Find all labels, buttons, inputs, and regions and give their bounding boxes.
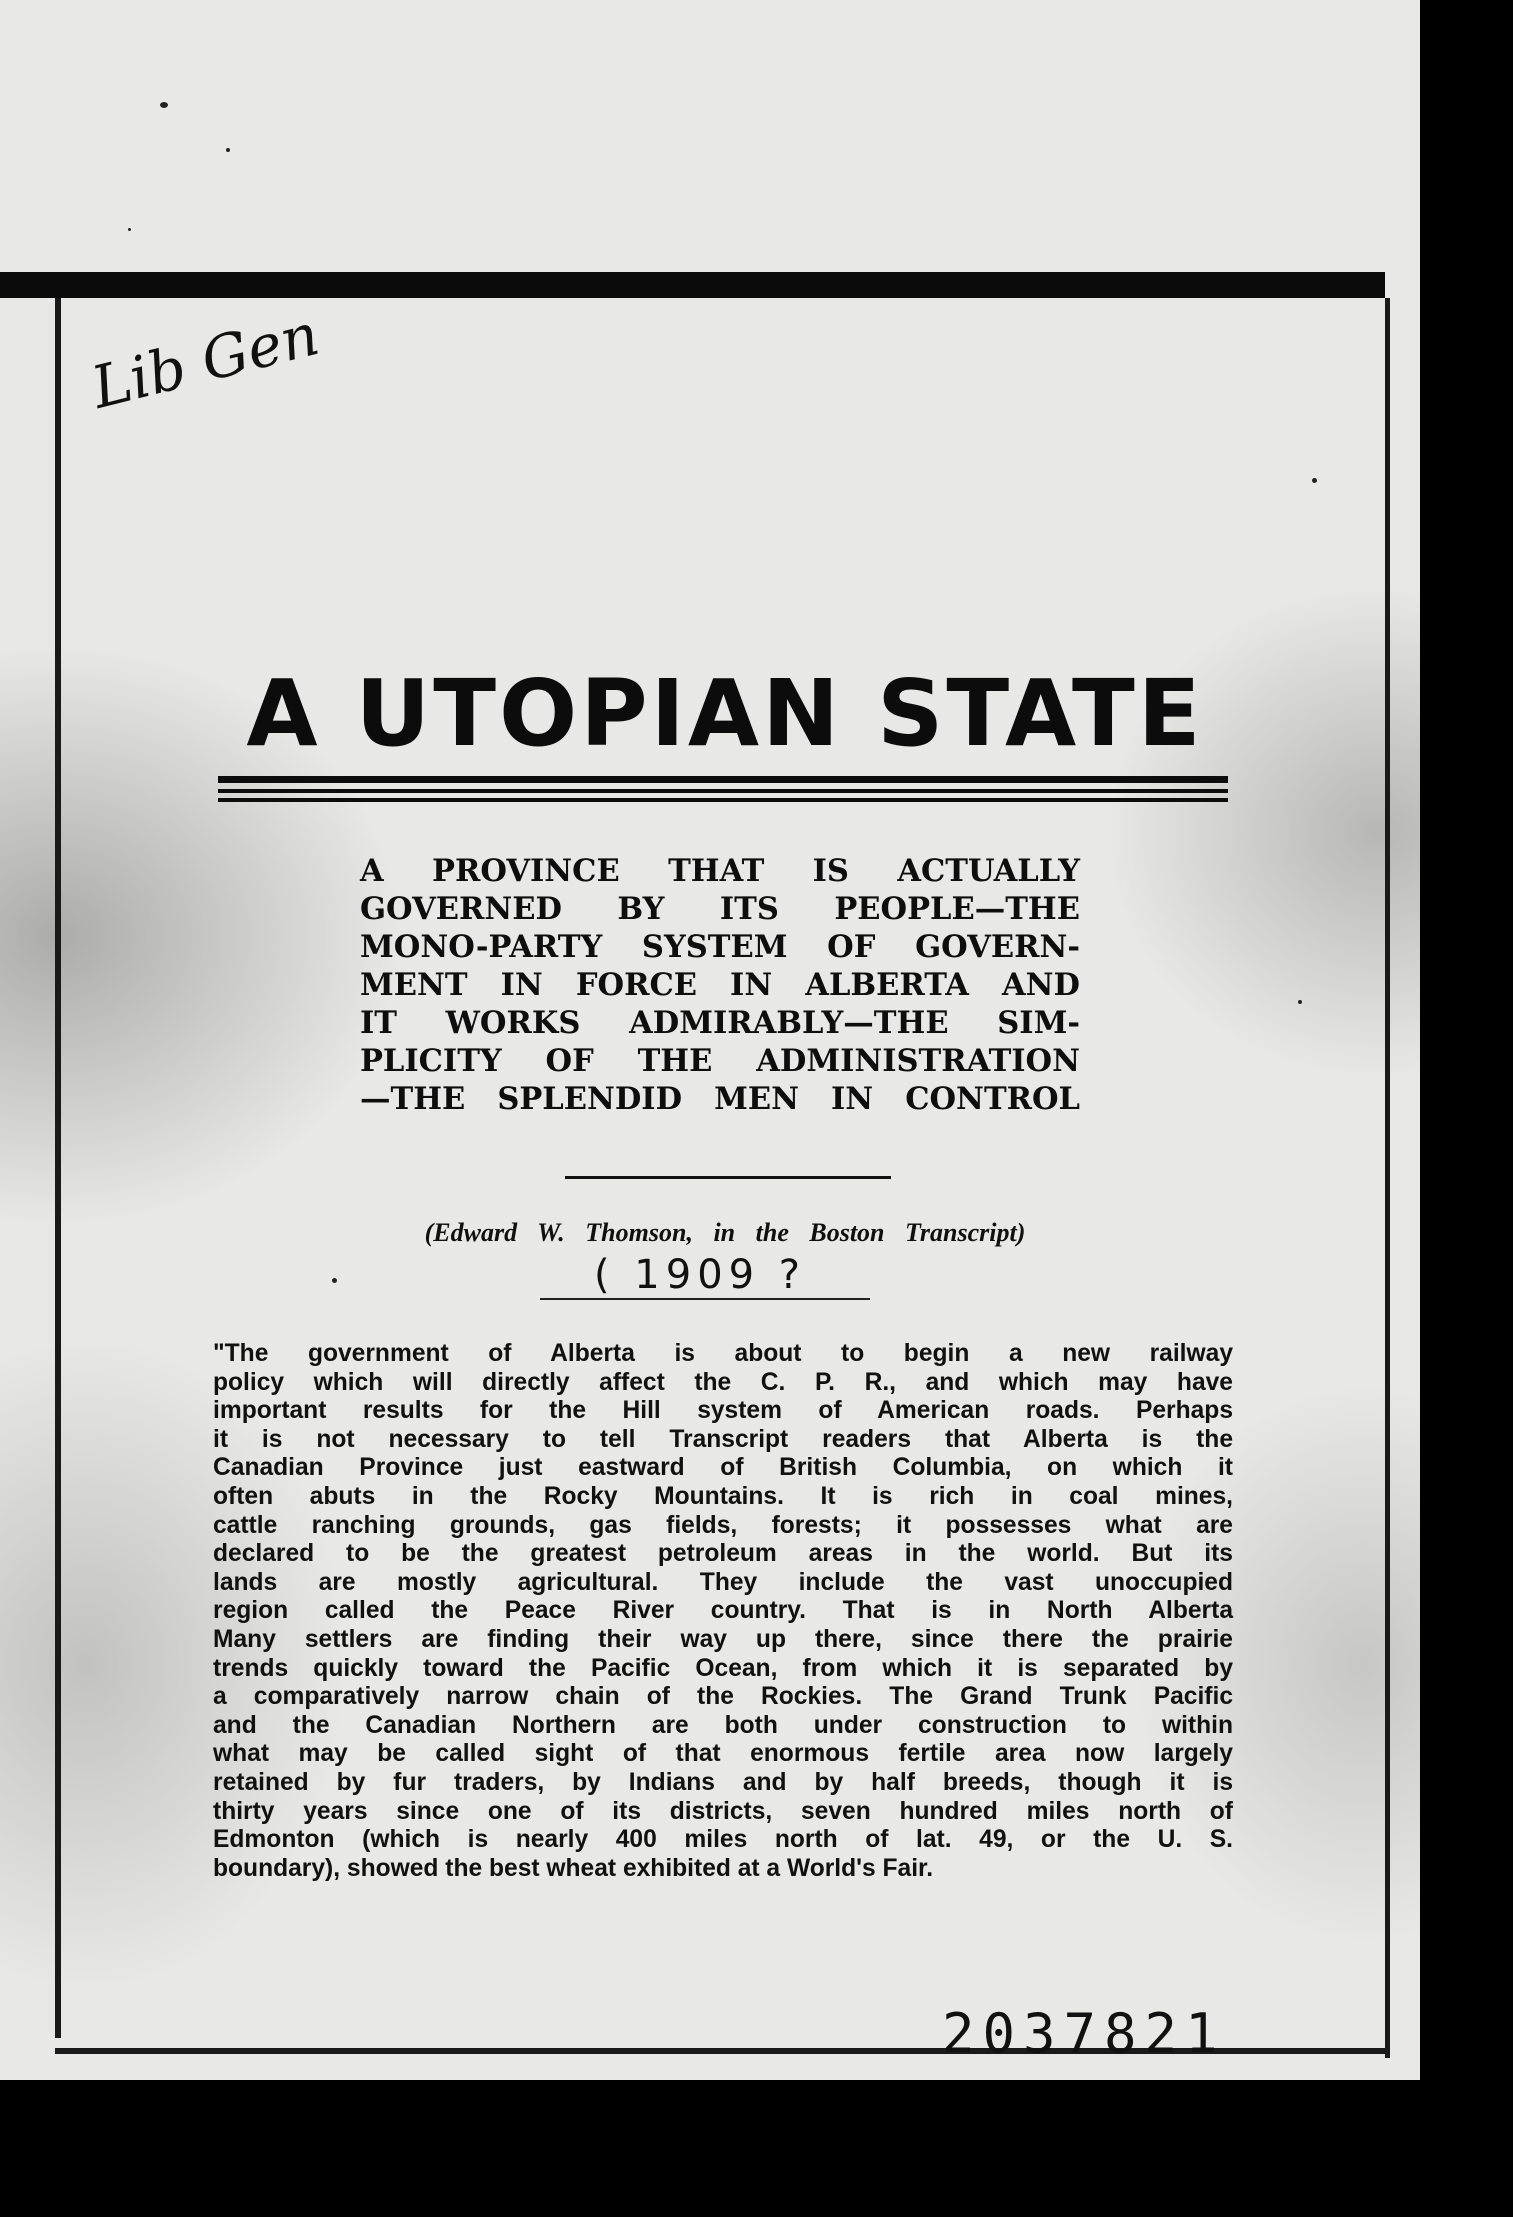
body-line: thirty years since one of its districts, seven hundred miles north of [213, 1797, 1233, 1825]
subheading-line: MONO-PARTY SYSTEM OF GOVERN- [360, 929, 1080, 965]
headline-underline [218, 789, 1228, 793]
article-body [213, 1340, 1233, 1883]
body-line: "The government of Alberta is about to begin a new railway [213, 1340, 1233, 1367]
article-byline: (Edward W. Thomson, in the Boston Transcript) [424, 1218, 1026, 1247]
body-line: declared to be the greatest petroleum areas in the world. But its [213, 1540, 1233, 1568]
subheading-line: MENT IN FORCE IN ALBERTA AND [360, 967, 1080, 1003]
body-line: policy which will directly affect the C. P. R., and which may have [213, 1368, 1233, 1396]
subheading-line: A PROVINCE THAT IS ACTUALLY [360, 853, 1080, 889]
body-line: lands are mostly agricultural. They include the vast unoccupied [213, 1568, 1233, 1596]
body-line: retained by fur traders, by Indians and by half breeds, though it is [213, 1768, 1233, 1796]
article-headline: A UTOPIAN STATE [246, 660, 1204, 767]
headline-underline [218, 798, 1228, 802]
left-border-rule [55, 298, 61, 2038]
body-line: region called the Peace River country. That is in North Alberta [213, 1597, 1233, 1625]
body-line: and the Canadian Northern are both under construction to within [213, 1711, 1233, 1739]
section-divider [565, 1176, 891, 1179]
handwritten-year: ( 1909 ? [593, 1252, 807, 1298]
right-border-rule [1385, 298, 1390, 2058]
article-subheading [360, 852, 1080, 1118]
body-line: it is not necessary to tell Transcript readers that Alberta is the [213, 1425, 1233, 1453]
headline-underline [218, 776, 1228, 783]
body-line: Canadian Province just eastward of British Columbia, on which it [213, 1454, 1233, 1482]
scan-speck [1298, 1000, 1302, 1004]
scan-speck [128, 228, 131, 231]
scan-speck [160, 102, 168, 108]
body-line: trends quickly toward the Pacific Ocean, from which it is separated by [213, 1654, 1233, 1682]
top-border-rule [0, 272, 1385, 298]
subheading-line: —THE SPLENDID MEN IN CONTROL [360, 1081, 1080, 1117]
body-line: Edmonton (which is nearly 400 miles north of lat. 49, or the U. S. [213, 1826, 1233, 1854]
handwritten-year-underline [540, 1298, 870, 1300]
body-line: what may be called sight of that enormous fertile area now largely [213, 1740, 1233, 1768]
handwritten-annotation: Lib Gen [85, 300, 326, 422]
scan-speck [332, 1278, 337, 1283]
subheading-line: IT WORKS ADMIRABLY—THE SIM- [360, 1005, 1080, 1041]
body-line: a comparatively narrow chain of the Rockies. The Grand Trunk Pacific [213, 1683, 1233, 1711]
document-number: 2037821 [942, 2002, 1226, 2065]
subheading-line: GOVERNED BY ITS PEOPLE—THE [360, 891, 1080, 927]
body-line: important results for the Hill system of American roads. Perhaps [213, 1397, 1233, 1425]
body-line: cattle ranching grounds, gas fields, forests; it possesses what are [213, 1511, 1233, 1539]
subheading-line: PLICITY OF THE ADMINISTRATION [360, 1043, 1080, 1079]
scan-speck [1312, 478, 1317, 483]
body-line: Many settlers are finding their way up there, since there the prairie [213, 1625, 1233, 1653]
body-line: boundary), showed the best wheat exhibited at a World's Fair. [213, 1854, 934, 1882]
scan-speck [226, 148, 230, 152]
body-line: often abuts in the Rocky Mountains. It is rich in coal mines, [213, 1482, 1233, 1510]
